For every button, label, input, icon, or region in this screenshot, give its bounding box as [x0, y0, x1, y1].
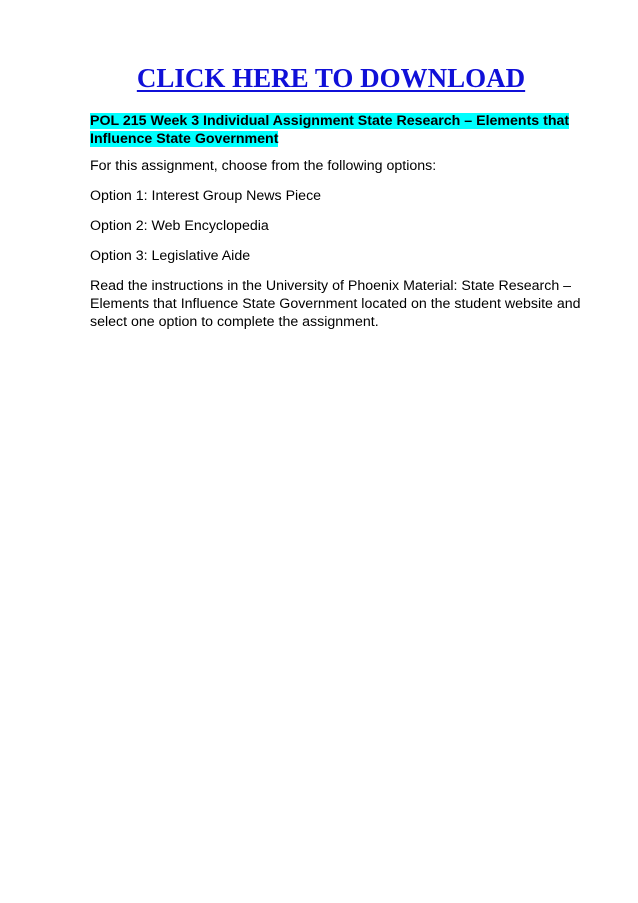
option-item-2: Option 2: Web Encyclopedia	[90, 218, 269, 234]
document-body	[90, 112, 600, 343]
document-title	[90, 112, 600, 148]
instructions-text: Read the instructions in the University of Phoenix Material: State Research – Elements that Influence State Government located on the student website and select one option to complete the assignment.	[90, 278, 581, 330]
option-item-1: Option 1: Interest Group News Piece	[90, 188, 322, 204]
option-item-3: Option 3: Legislative Aide	[90, 248, 251, 264]
document-title-text: POL 215 Week 3 Individual Assignment State Research – Elements that Influence State Government	[90, 113, 570, 147]
intro-text: For this assignment, choose from the following options:	[90, 158, 437, 174]
download-link[interactable]: CLICK HERE TO DOWNLOAD	[136, 63, 526, 93]
